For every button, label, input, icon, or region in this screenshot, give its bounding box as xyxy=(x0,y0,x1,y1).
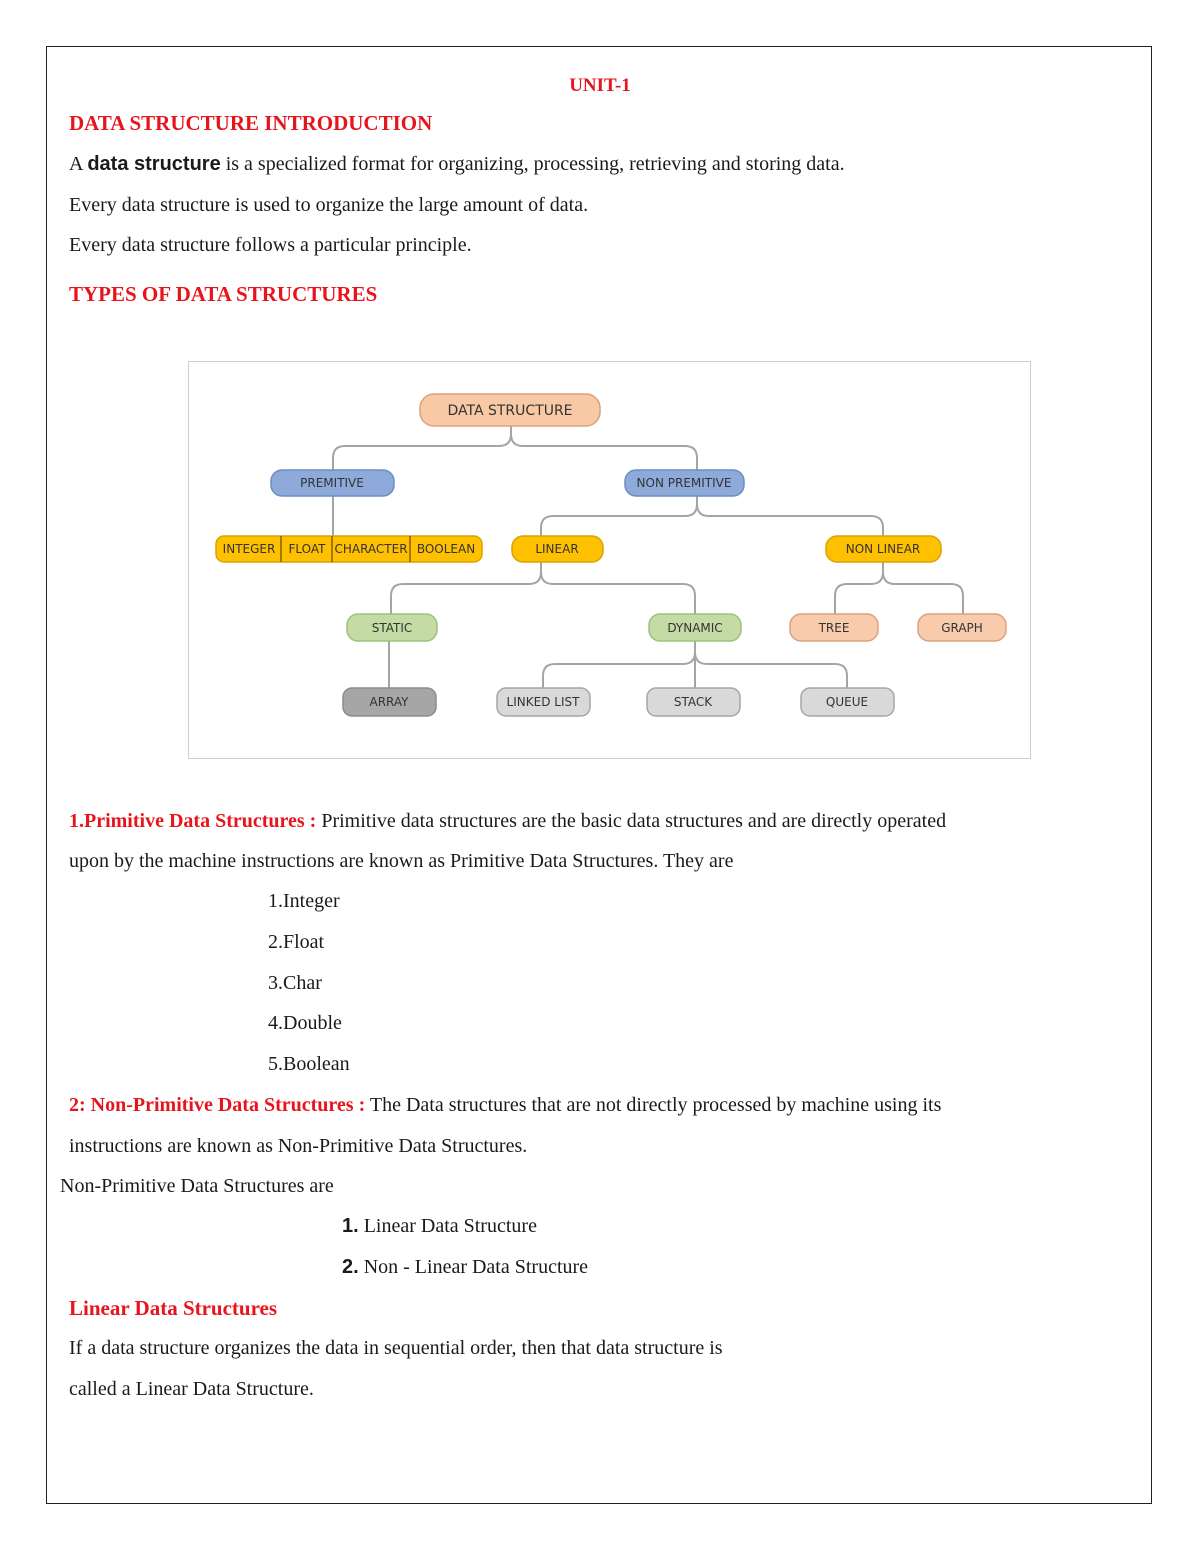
non-primitive-item xyxy=(342,1255,588,1279)
primitive-item: 3.Char xyxy=(268,972,322,994)
connector-dynamic-linkedlist xyxy=(543,641,695,688)
node-non-primitive-label: NON PREMITIVE xyxy=(636,476,732,490)
connector-linear-static xyxy=(391,562,541,614)
connector-root-primitive xyxy=(333,426,511,470)
primitive-paragraph-line-1 xyxy=(69,809,946,833)
connector-dynamic-queue xyxy=(695,652,847,688)
node-dynamic-label: DYNAMIC xyxy=(667,621,723,635)
intro-line-2: Every data structure is used to organize the large amount of data. xyxy=(69,194,589,216)
node-primitive-label: PREMITIVE xyxy=(300,476,364,490)
node-tree-label: TREE xyxy=(818,621,850,635)
primitive-label: 1.Primitive Data Structures : xyxy=(69,810,317,832)
non-primitive-paragraph-line-1 xyxy=(69,1093,941,1117)
node-character-label: CHARACTER xyxy=(334,542,408,556)
linear-heading: Linear Data Structures xyxy=(69,1296,278,1320)
connector-nonprimitive-nonlinear xyxy=(697,504,883,536)
connector-nonlinear-tree xyxy=(835,562,883,614)
intro-line-1 xyxy=(69,152,845,176)
primitive-item: 1.Integer xyxy=(268,890,340,912)
intro-line-1-rest: is a specialized format for organizing, processing, retrieving and storing data. xyxy=(220,153,845,175)
node-root-label: DATA STRUCTURE xyxy=(447,403,573,419)
non-primitive-line-2: instructions are known as Non-Primitive Data Structures. xyxy=(69,1135,528,1157)
diagram-svg xyxy=(189,362,1032,760)
node-integer-label: INTEGER xyxy=(222,542,276,556)
linear-line-1: If a data structure organizes the data in sequential order, then that data structure is xyxy=(69,1337,723,1359)
intro-line-3: Every data structure follows a particular principle. xyxy=(69,234,472,256)
connector-root-nonprimitive xyxy=(511,434,697,470)
node-boolean-label: BOOLEAN xyxy=(416,542,476,556)
non-primitive-item-num: 2. xyxy=(342,1256,359,1278)
node-graph-label: GRAPH xyxy=(941,621,983,635)
linear-line-2: called a Linear Data Structure. xyxy=(69,1378,314,1400)
non-primitive-label: 2: Non-Primitive Data Structures : xyxy=(69,1094,366,1116)
primitive-line-1: Primitive data structures are the basic data structures and are directly operated xyxy=(316,810,947,832)
intro-line-1-bold: data structure xyxy=(87,153,221,175)
non-primitive-item-text: Linear Data Structure xyxy=(358,1215,537,1237)
node-float-label: FLOAT xyxy=(288,542,326,556)
primitive-line-2: upon by the machine instructions are known as Primitive Data Structures. They are xyxy=(69,850,734,872)
primitive-item: 4.Double xyxy=(268,1012,342,1034)
non-primitive-item-text: Non - Linear Data Structure xyxy=(358,1256,589,1278)
node-non-linear-label: NON LINEAR xyxy=(845,542,921,556)
connector-linear-dynamic xyxy=(541,572,695,614)
intro-line-1-prefix: A xyxy=(69,153,88,175)
data-structure-diagram xyxy=(188,361,1031,759)
primitive-item: 5.Boolean xyxy=(268,1053,350,1075)
page-border xyxy=(46,46,1152,1504)
types-heading: TYPES OF DATA STRUCTURES xyxy=(69,282,378,306)
non-primitive-line-1: The Data structures that are not directly processed by machine using its xyxy=(365,1094,942,1116)
unit-title: UNIT-1 xyxy=(569,75,631,96)
node-linear-label: LINEAR xyxy=(535,542,579,556)
node-array-label: ARRAY xyxy=(369,695,409,709)
non-primitive-line-3: Non-Primitive Data Structures are xyxy=(60,1175,334,1197)
node-static-label: STATIC xyxy=(371,621,413,635)
node-queue-label: QUEUE xyxy=(825,695,869,709)
connector-nonlinear-graph xyxy=(883,572,963,614)
non-primitive-item xyxy=(342,1214,537,1238)
non-primitive-item-num: 1. xyxy=(342,1215,359,1237)
node-stack-label: STACK xyxy=(673,695,713,709)
node-linked-list-label: LINKED LIST xyxy=(506,695,580,709)
primitive-item: 2.Float xyxy=(268,931,325,953)
intro-heading: DATA STRUCTURE INTRODUCTION xyxy=(69,111,433,135)
connector-nonprimitive-linear xyxy=(541,496,697,536)
